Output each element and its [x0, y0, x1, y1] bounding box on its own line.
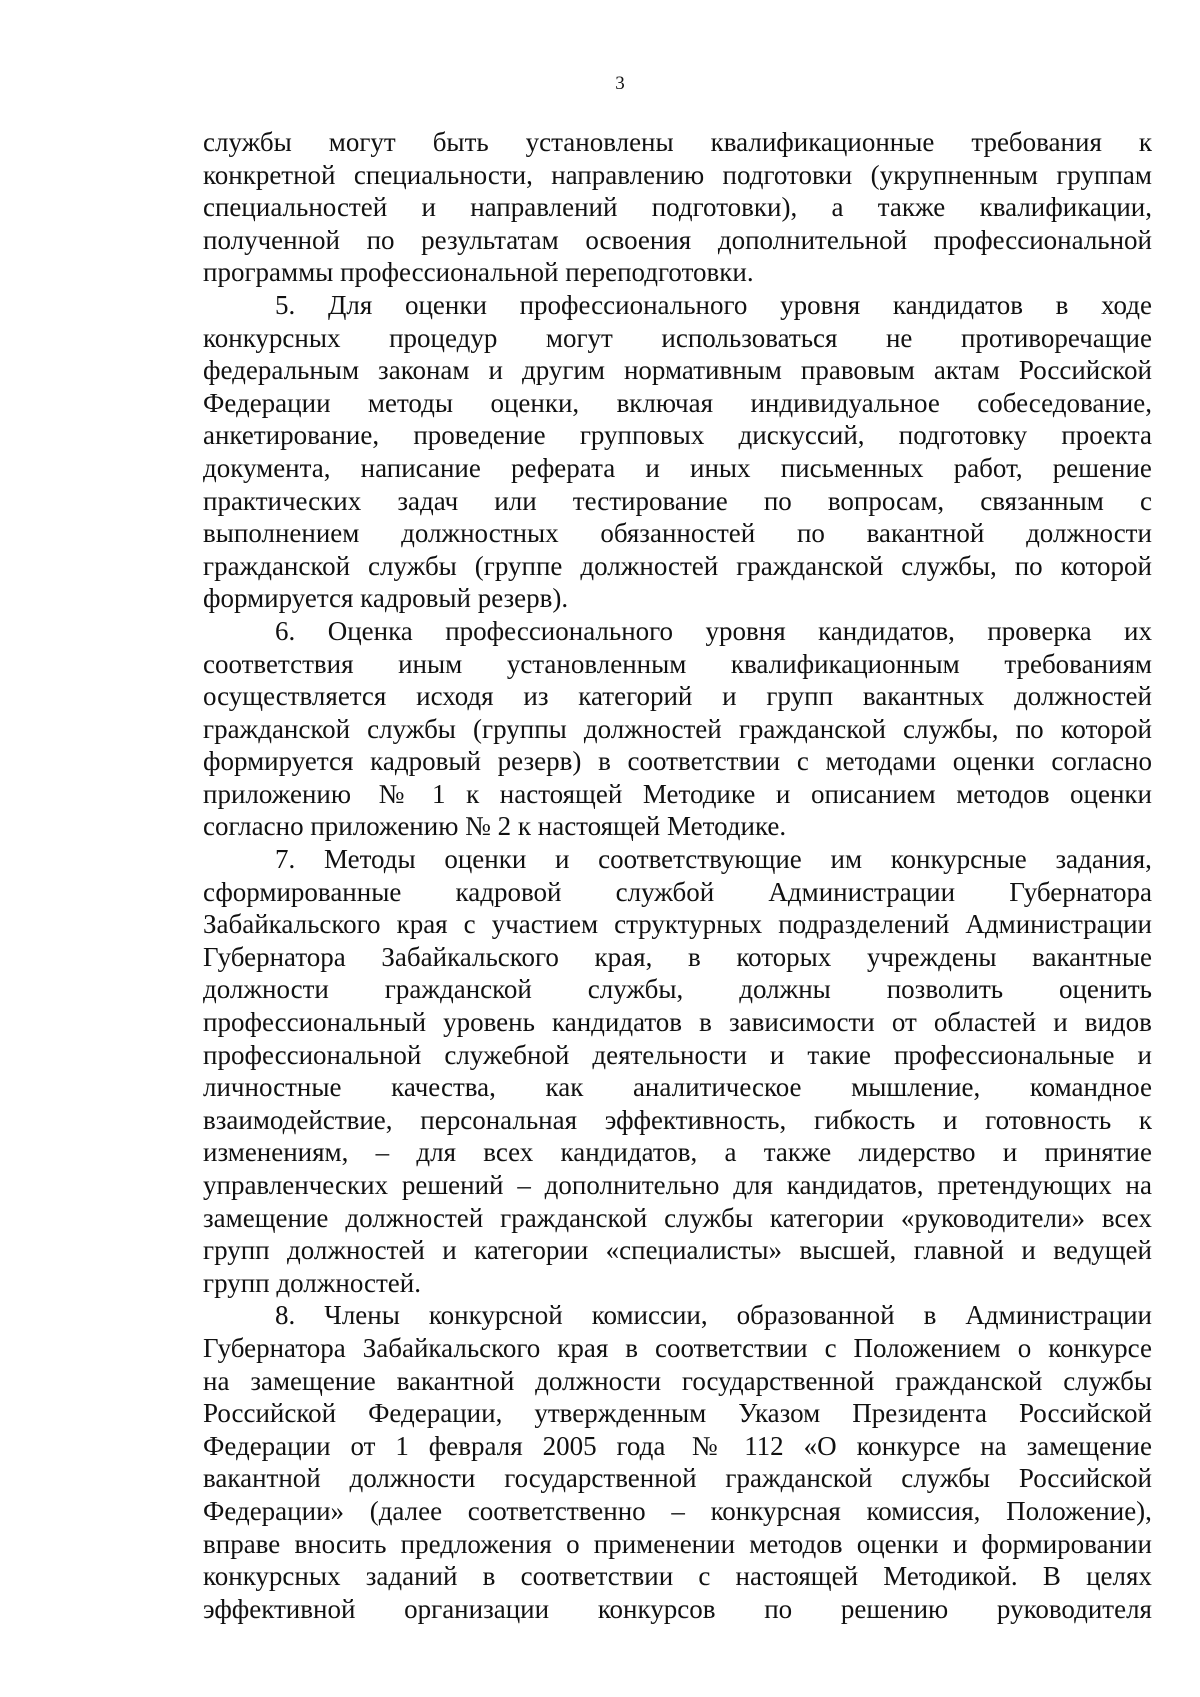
text-line: управленческих решений – дополнительно для кандидатов, претендующих на — [203, 1170, 1152, 1200]
text-line: федеральным законам и другим нормативным правовым актам Российской — [203, 355, 1152, 386]
document-body — [203, 126, 1152, 1625]
text-line: специальностей и направлений подготовки), а также квалификации, — [203, 192, 1152, 223]
page-number: 3 — [615, 73, 625, 94]
text-line: выполнением должностных обязанностей по вакантной должности — [203, 518, 1152, 549]
text-line: осуществляется исходя из категорий и групп вакантных должностей — [203, 681, 1152, 712]
text-line: профессиональный уровень кандидатов в зависимости от областей и видов — [203, 1007, 1152, 1038]
text-line: эффективной организации конкурсов по решению руководителя — [203, 1593, 1152, 1624]
text-line: Забайкальского края с участием структурных подразделений Администрации — [203, 909, 1152, 940]
text-line: 7. Методы оценки и соответствующие им конкурсные задания, — [275, 844, 1152, 875]
text-line: гражданской службы (группе должностей гражданской службы, по которой — [203, 550, 1152, 581]
paragraph-item-6 — [203, 615, 1152, 843]
text-line: изменениям, – для всех кандидатов, а также лидерство и принятие — [203, 1137, 1152, 1168]
text-line: 8. Члены конкурсной комиссии, образованной в Администрации — [275, 1300, 1152, 1331]
text-line: профессиональной служебной деятельности и такие профессиональные и — [203, 1039, 1152, 1070]
paragraph-item-5 — [203, 289, 1152, 615]
text-line: документа, написание реферата и иных письменных работ, решение — [203, 452, 1152, 483]
text-line: 6. Оценка профессионального уровня кандидатов, проверка их — [275, 615, 1152, 646]
text-line: приложению № 1 к настоящей Методике и описанием методов оценки — [203, 778, 1152, 809]
text-line: Федерации методы оценки, включая индивидуальное собеседование, — [203, 387, 1152, 418]
text-line: Губернатора Забайкальского края в соответствии с Положением о конкурсе — [203, 1332, 1152, 1363]
paragraph-item-8 — [203, 1299, 1152, 1625]
text-line: согласно приложению № 2 к настоящей Методике. — [203, 811, 787, 842]
text-line: вправе вносить предложения о применении методов оценки и формировании — [203, 1528, 1152, 1559]
text-line: вакантной должности государственной гражданской службы Российской — [203, 1463, 1152, 1494]
text-line: конкурсных заданий в соответствии с настоящей Методикой. В целях — [203, 1561, 1152, 1592]
text-line: формируется кадровый резерв) в соответствии с методами оценки согласно — [203, 746, 1152, 777]
text-line: групп должностей и категории «специалисты» высшей, главной и ведущей — [203, 1235, 1152, 1266]
text-line: личностные качества, как аналитическое мышление, командное — [203, 1072, 1152, 1103]
text-line: Российской Федерации, утвержденным Указом Президента Российской — [203, 1398, 1152, 1429]
text-line: должности гражданской службы, должны позволить оценить — [203, 974, 1152, 1005]
text-line: формируется кадровый резерв). — [203, 583, 569, 614]
text-line: взаимодействие, персональная эффективность, гибкость и готовность к — [203, 1104, 1152, 1135]
text-line: Федерации от 1 февраля 2005 года № 112 «О конкурсе на замещение — [203, 1430, 1152, 1461]
text-line: конкретной специальности, направлению подготовки (укрупненным группам — [203, 159, 1152, 190]
text-line: полученной по результатам освоения дополнительной профессиональной — [203, 224, 1152, 255]
text-line: гражданской службы (группы должностей гражданской службы, по которой — [203, 713, 1152, 744]
text-line: Федерации» (далее соответственно – конкурсная комиссия, Положение), — [203, 1495, 1152, 1526]
text-line: практических задач или тестирование по вопросам, связанным с — [203, 485, 1152, 516]
text-line: конкурсных процедур могут использоваться не противоречащие — [203, 322, 1152, 353]
text-line: замещение должностей гражданской службы категории «руководители» всех — [203, 1202, 1152, 1233]
text-line: на замещение вакантной должности государственной гражданской службы — [203, 1365, 1152, 1396]
text-line: соответствия иным установленным квалификационным требованиям — [203, 648, 1152, 679]
text-line: анкетирование, проведение групповых дискуссий, подготовку проекта — [203, 420, 1152, 451]
paragraph-continuation — [203, 126, 1152, 289]
text-line: сформированные кадровой службой Администрации Губернатора — [203, 876, 1152, 907]
text-line: групп должностей. — [203, 1267, 421, 1298]
text-line: службы могут быть установлены квалификационные требования к — [203, 127, 1152, 157]
text-line: Губернатора Забайкальского края, в которых учреждены вакантные — [203, 941, 1152, 972]
paragraph-item-7 — [203, 843, 1152, 1299]
text-line: программы профессиональной переподготовки. — [203, 257, 754, 288]
text-line: 5. Для оценки профессионального уровня кандидатов в ходе — [275, 289, 1152, 320]
